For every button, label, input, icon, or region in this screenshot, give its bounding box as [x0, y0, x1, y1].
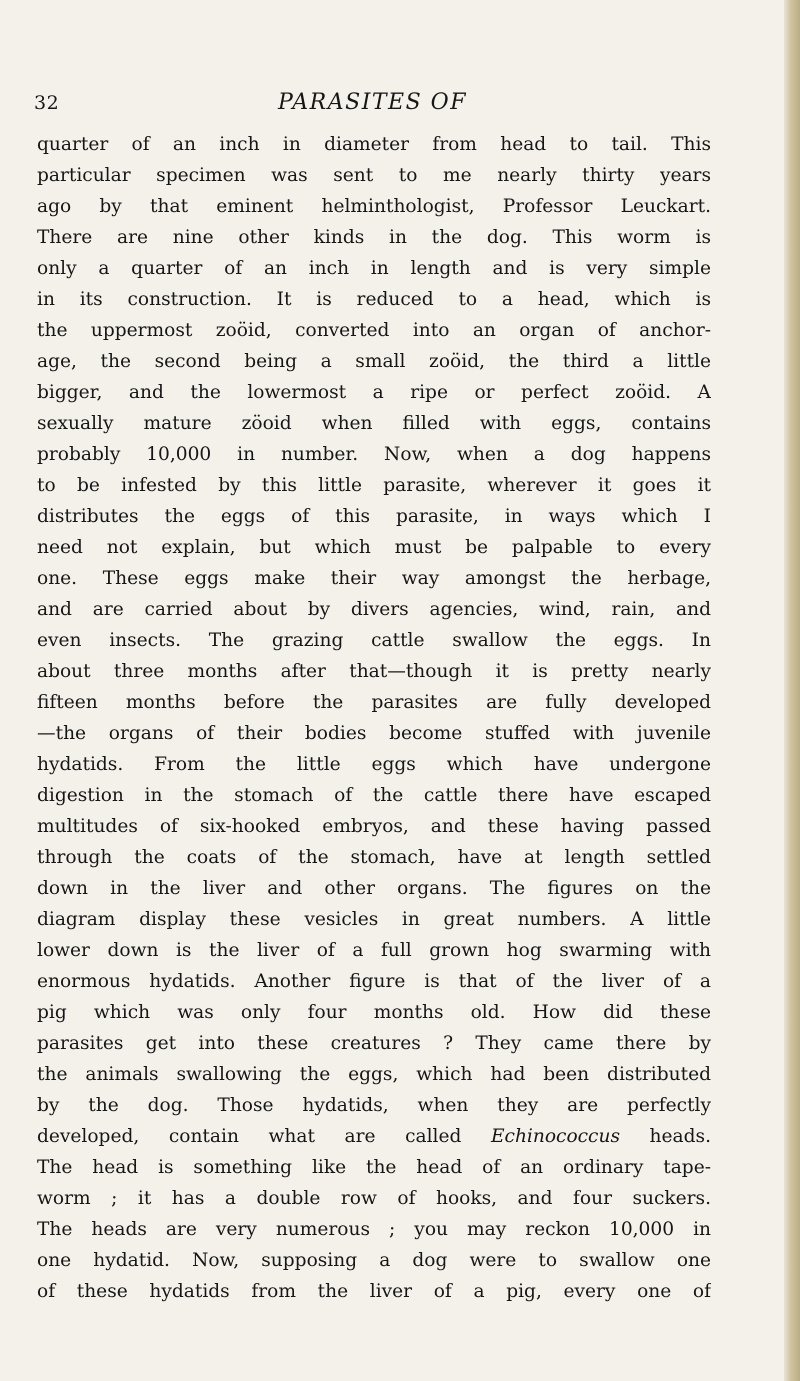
- text-line: even insects. The grazing cattle swallow the eggs. In: [37, 630, 711, 651]
- text-line: pig which was only four months old. How did these: [37, 1002, 711, 1023]
- text-line: hydatids. From the little eggs which have undergone: [37, 754, 711, 775]
- text-line: The head is something like the head of an ordinary tape-: [37, 1157, 711, 1178]
- text-line: There are nine other kinds in the dog. This worm is: [37, 227, 711, 248]
- text-line: to be infested by this little parasite, wherever it goes it: [37, 475, 711, 496]
- text-line-with-italic: [37, 1121, 711, 1152]
- text-line: diagram display these vesicles in great numbers. A little: [37, 909, 711, 930]
- text-line: bigger, and the lowermost a ripe or perfect zoöid. A: [37, 382, 711, 403]
- text-line: one. These eggs make their way amongst the herbage,: [37, 568, 711, 589]
- page-number: 32: [34, 92, 60, 114]
- italic-term: Echinococcus: [490, 1126, 620, 1147]
- text-line: the uppermost zoöid, converted into an organ of anchor-: [37, 320, 711, 341]
- text-line: by the dog. Those hydatids, when they are perfectly: [37, 1095, 711, 1116]
- text-line: digestion in the stomach of the cattle there have escaped: [37, 785, 711, 806]
- text-line: sexually mature zöoid when filled with eggs, contains: [37, 413, 711, 434]
- text-line: parasites get into these creatures ? They came there by: [37, 1033, 711, 1054]
- text-segment: developed, contain what are called: [37, 1126, 491, 1147]
- text-line: the animals swallowing the eggs, which had been distributed: [37, 1064, 711, 1085]
- body-text: [37, 129, 711, 1307]
- text-line: particular specimen was sent to me nearly thirty years: [37, 165, 711, 186]
- page-edge: [784, 0, 800, 1381]
- text-line: about three months after that—though it is pretty nearly: [37, 661, 711, 682]
- text-line: need not explain, but which must be palpable to every: [37, 537, 711, 558]
- text-line: age, the second being a small zoöid, the third a little: [37, 351, 711, 372]
- text-line: enormous hydatids. Another figure is that of the liver of a: [37, 971, 711, 992]
- text-line: and are carried about by divers agencies, wind, rain, and: [37, 599, 711, 620]
- text-line: distributes the eggs of this parasite, in ways which I: [37, 506, 711, 527]
- text-segment: heads.: [619, 1126, 711, 1147]
- text-line: worm ; it has a double row of hooks, and four suckers.: [37, 1188, 711, 1209]
- running-head: PARASITES OF: [278, 90, 467, 115]
- text-line: one hydatid. Now, supposing a dog were to swallow one: [37, 1250, 711, 1271]
- text-line: down in the liver and other organs. The figures on the: [37, 878, 711, 899]
- text-line: through the coats of the stomach, have at length settled: [37, 847, 711, 868]
- text-line: —the organs of their bodies become stuffed with juvenile: [37, 723, 711, 744]
- text-line: only a quarter of an inch in length and is very simple: [37, 258, 711, 279]
- text-line: probably 10,000 in number. Now, when a dog happens: [37, 444, 711, 465]
- text-line: quarter of an inch in diameter from head to tail. This: [37, 134, 711, 155]
- text-line: lower down is the liver of a full grown hog swarming with: [37, 940, 711, 961]
- text-line: of these hydatids from the liver of a pig, every one of: [37, 1281, 711, 1302]
- text-line: fifteen months before the parasites are fully developed: [37, 692, 711, 713]
- text-line: The heads are very numerous ; you may reckon 10,000 in: [37, 1219, 711, 1240]
- text-line: ago by that eminent helminthologist, Professor Leuckart.: [37, 196, 711, 217]
- text-line: multitudes of six-hooked embryos, and these having passed: [37, 816, 711, 837]
- text-line: in its construction. It is reduced to a head, which is: [37, 289, 711, 310]
